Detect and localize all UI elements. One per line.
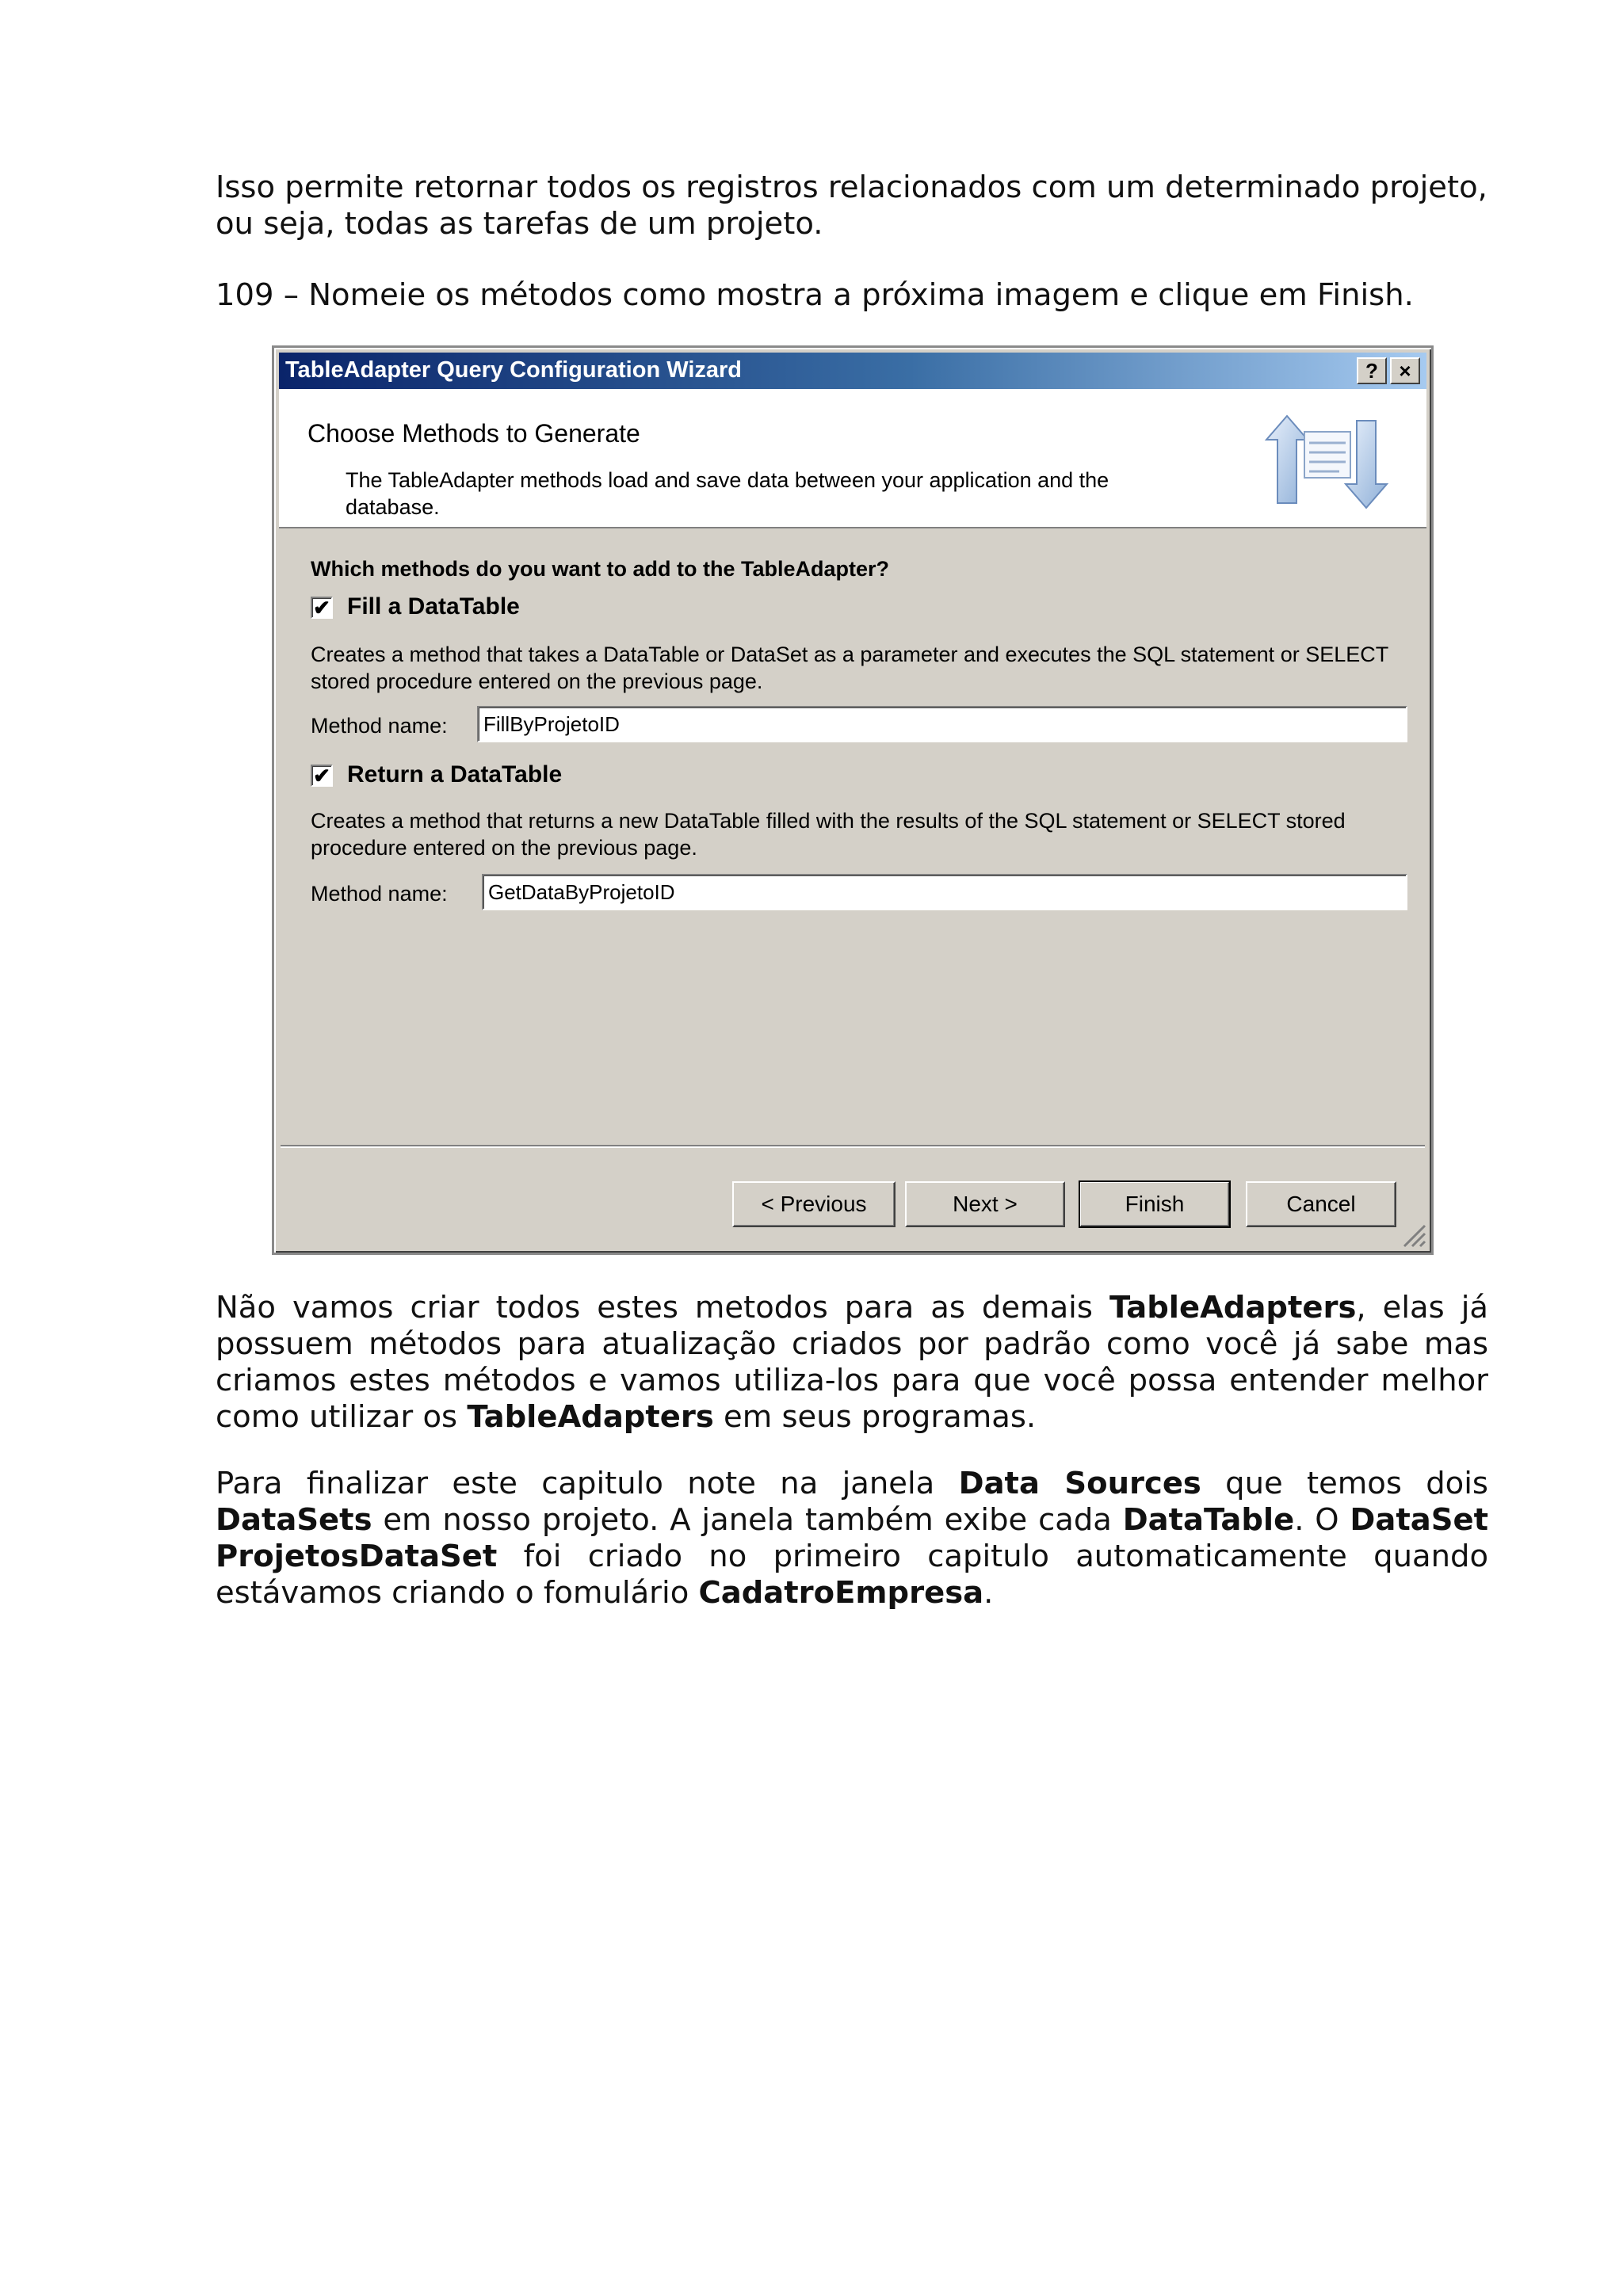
next-button[interactable]: Next > <box>905 1181 1065 1227</box>
wizard-header <box>279 389 1426 528</box>
fill-method-name-label: Method name: <box>311 714 448 738</box>
finish-button[interactable]: Finish <box>1079 1181 1230 1227</box>
cadatro-empresa-term: CadatroEmpresa <box>698 1575 984 1611</box>
return-method-name-input[interactable]: GetDataByProjetoID <box>482 874 1407 910</box>
header-title: Choose Methods to Generate <box>307 419 640 448</box>
return-datatable-option[interactable] <box>311 761 786 793</box>
methods-question: Which methods do you want to add to the TableAdapter? <box>311 557 889 581</box>
return-datatable-checkbox[interactable]: ✔ <box>311 765 333 787</box>
datatable-term: DataTable <box>1122 1502 1295 1538</box>
fill-datatable-label: Fill a DataTable <box>347 593 520 620</box>
intro-paragraph: Isso permite retornar todos os registros relacionados com um determinado projeto, ou seja, todas as tarefas de um projeto. <box>216 170 1487 242</box>
fill-datatable-option[interactable] <box>311 593 786 625</box>
datasets-term: DataSets <box>216 1502 372 1538</box>
return-datatable-description: Creates a method that returns a new DataTable filled with the results of the SQL statement or SELECT stored procedure entered on the previous page. <box>311 809 1346 860</box>
return-datatable-label: Return a DataTable <box>347 761 563 788</box>
step-instruction: 109 – Nomeie os métodos como mostra a próxima imagem e clique em Finish. <box>216 277 1414 313</box>
data-sync-icon <box>1263 408 1390 516</box>
dialog-title: TableAdapter Query Configuration Wizard <box>285 357 743 383</box>
return-method-name-label: Method name: <box>311 882 448 906</box>
dialog-titlebar <box>279 353 1426 389</box>
tableadapters-term-2: TableAdapters <box>467 1399 714 1435</box>
help-button[interactable]: ? <box>1357 357 1387 384</box>
previous-button[interactable]: < Previous <box>732 1181 896 1227</box>
projetos-dataset-term: DataSet ProjetosDataSet <box>216 1502 1488 1574</box>
fill-datatable-description: Creates a method that takes a DataTable or DataSet as a parameter and executes the SQL statement or SELECT stored procedure entered on the previous page. <box>311 643 1388 693</box>
footer-divider <box>281 1145 1425 1148</box>
close-button[interactable]: × <box>1390 357 1420 384</box>
tableadapters-paragraph: Não vamos criar todos estes metodos para as demais TableAdapters, elas já possuem métodos para atualização criados por padrão como você já sabe mas criamos estes métodos e vamos utiliza-los para que você possa entender melhor como utilizar os TableAdapters em seus programas. <box>216 1290 1488 1435</box>
header-description: The TableAdapter methods load and save data between your application and the database. <box>346 468 1109 519</box>
tableadapters-term: TableAdapters <box>1109 1290 1357 1325</box>
wizard-dialog <box>272 345 1434 1255</box>
resize-grip-icon[interactable] <box>1400 1221 1426 1248</box>
fill-method-name-input[interactable]: FillByProjetoID <box>477 706 1407 742</box>
fill-datatable-checkbox[interactable]: ✔ <box>311 597 333 619</box>
datasets-paragraph: Para finalizar este capitulo note na janela Data Sources que temos dois DataSets em nosso projeto. A janela também exibe cada DataTable. O DataSet ProjetosDataSet foi criado no primeiro capitulo automaticamente quando estávamos criando o fomulário CadatroEmpresa. <box>216 1466 1488 1611</box>
data-sources-term: Data Sources <box>958 1466 1201 1501</box>
cancel-button[interactable]: Cancel <box>1246 1181 1396 1227</box>
